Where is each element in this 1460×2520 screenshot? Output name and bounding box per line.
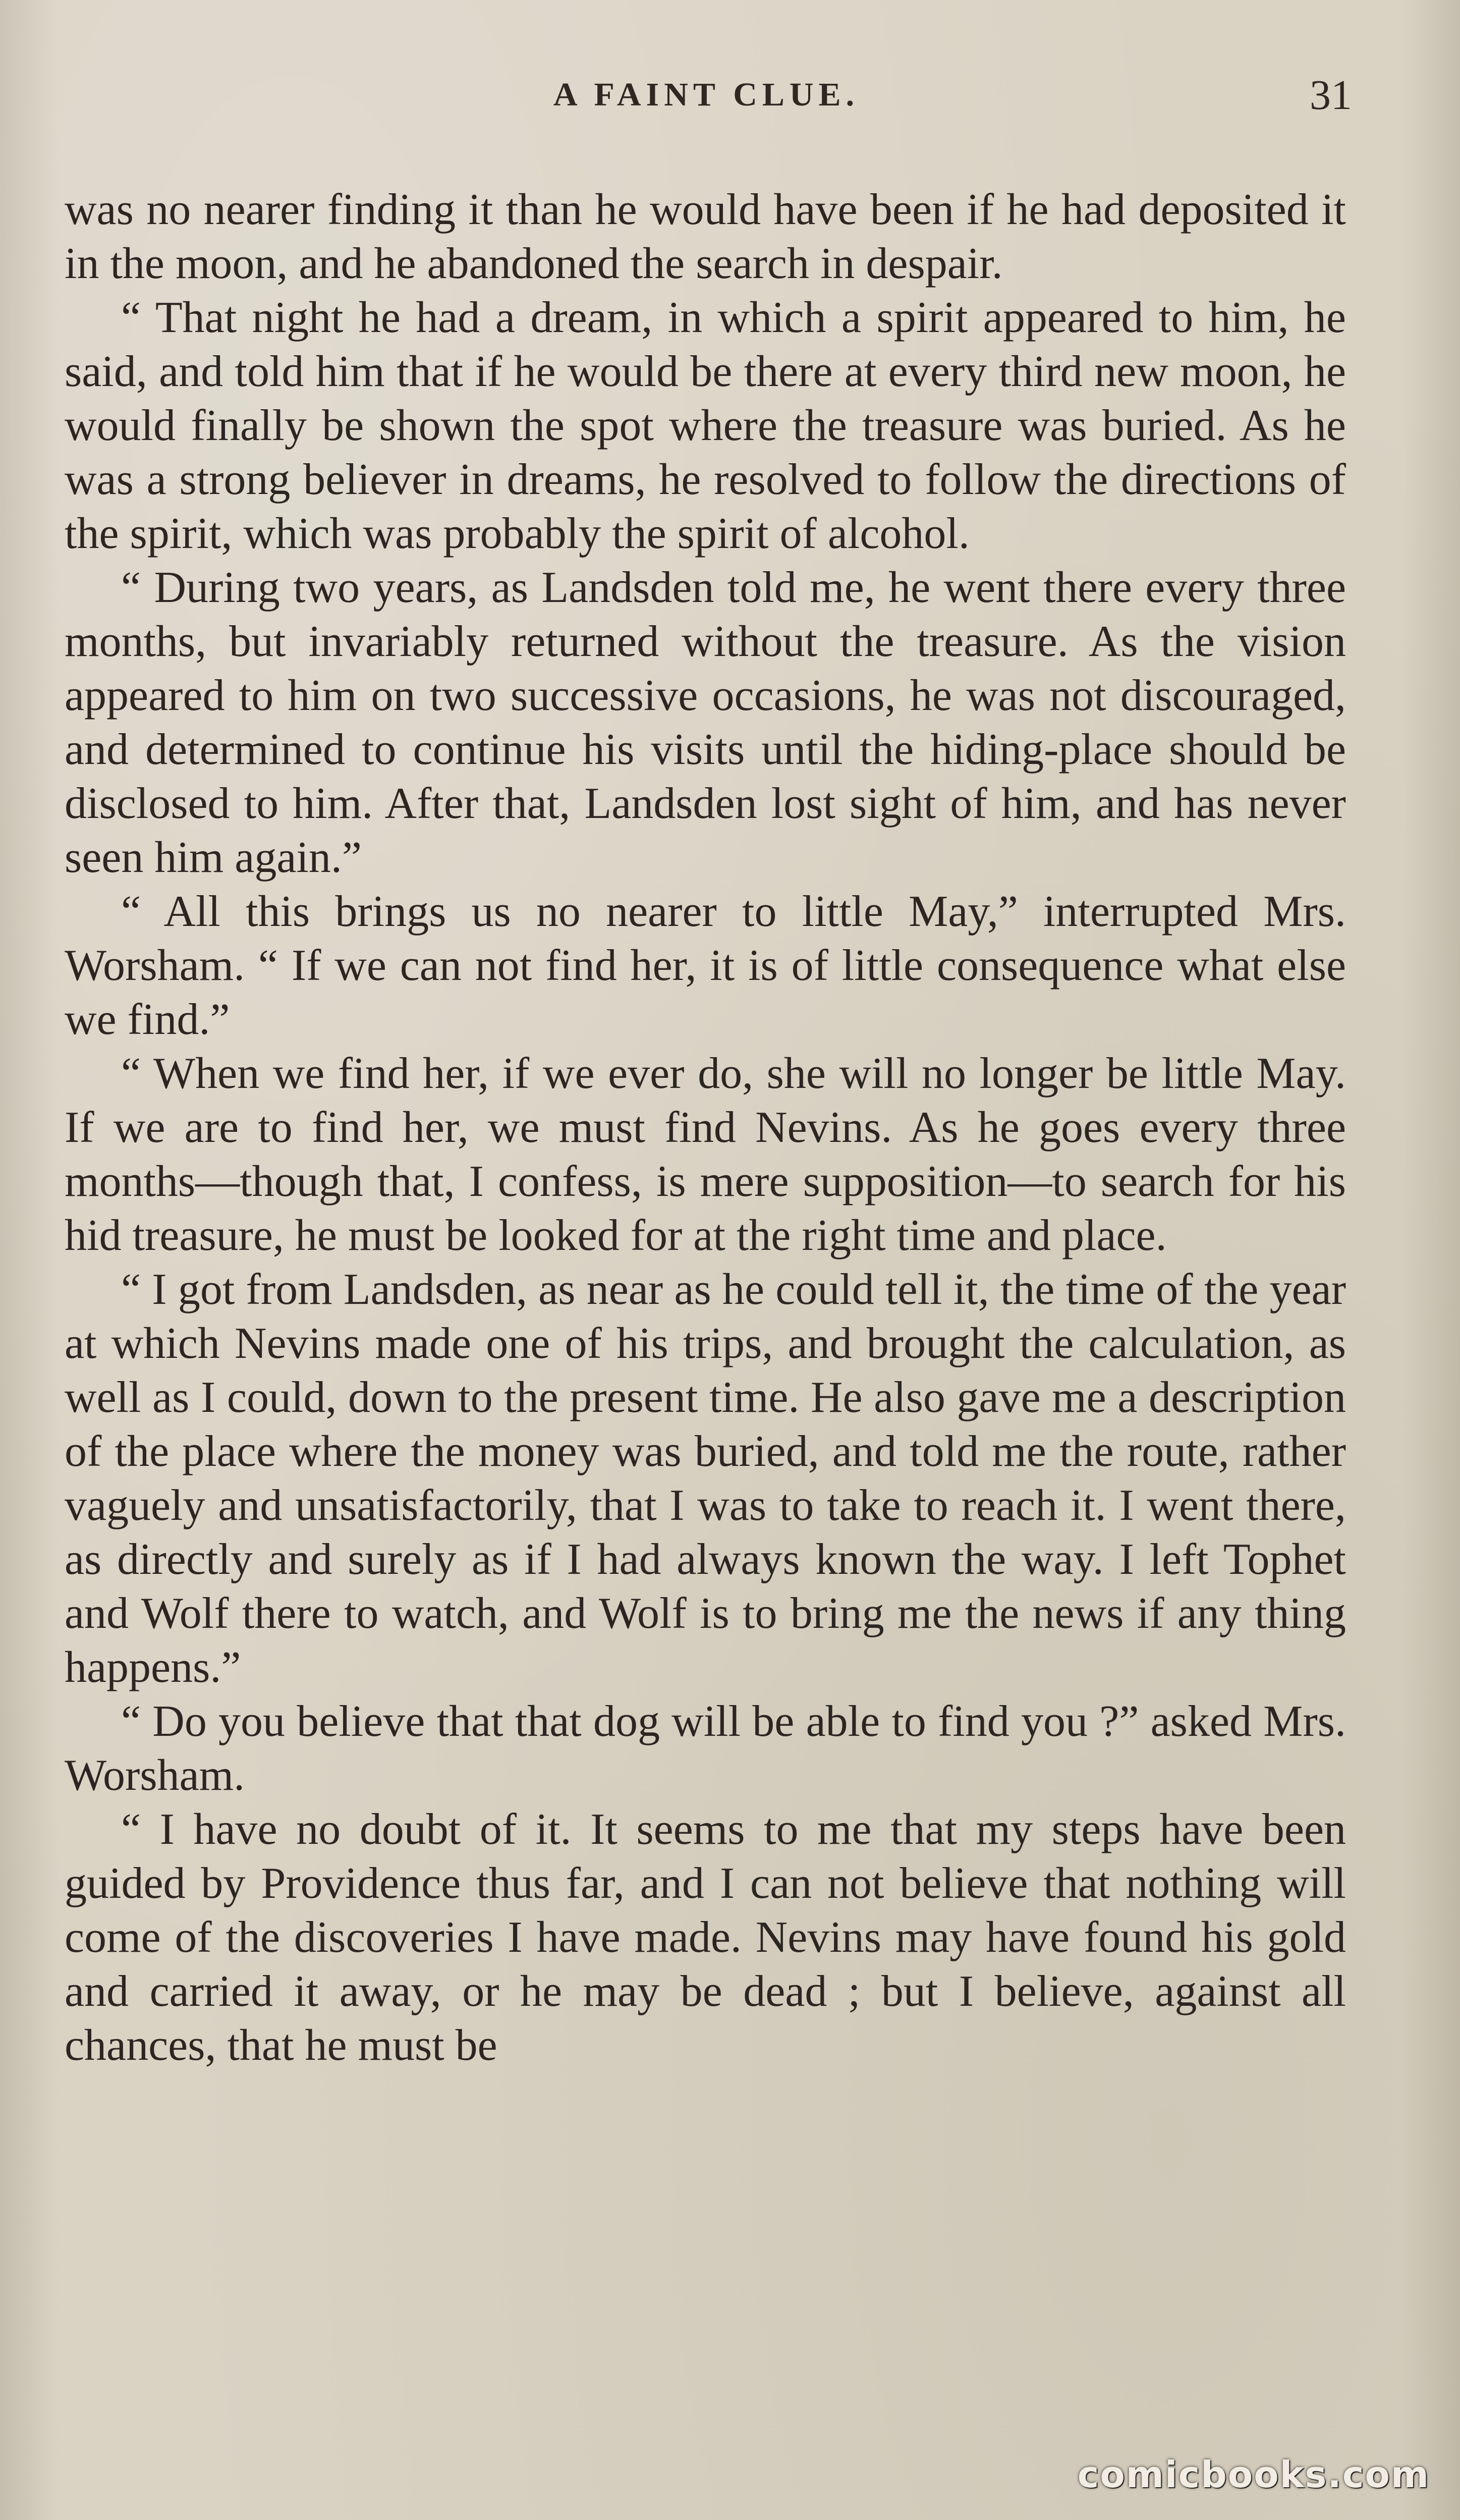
paragraph-7: “ Do you believe that that dog will be able to find you ?” asked Mrs. Worsham.: [65, 1697, 1346, 1800]
paragraph-6: “ I got from Landsden, as near as he could tell it, the time of the year at which Nevins made one of his trips, and brought the calculation, as well as I could, down to the present time. He also gave me a description of the place where the money was buried, and told me the route, rather vaguely and unsatisfactorily, that I was to take to reach it. I went there, as directly and surely as if I had always known the way. I left Tophet and Wolf there to watch, and Wolf is to bring me the news if any thing happens.”: [65, 1265, 1346, 1692]
paragraph-4: “ All this brings us no nearer to little May,” interrupted Mrs. Worsham. “ If we can not find her, it is of little consequence what else we find.”: [65, 887, 1346, 1044]
watermark-text: comicbooks.com: [1077, 2453, 1430, 2496]
paragraph-1: was no nearer finding it than he would have been if he had deposited it in the moon, and he abandoned the search in despair.: [65, 185, 1346, 288]
page-number: 31: [1310, 72, 1352, 119]
paragraph-8: “ I have no doubt of it. It seems to me that my steps have been guided by Providence thus far, and I can not believe that nothing will come of the discoveries I have made. Nevins may have found his gold and carried it away, or he may be dead ; but I believe, against all chances, that he must be: [65, 1805, 1346, 2070]
paragraph-3: “ During two years, as Landsden told me, he went there every three months, but invariably returned without the treasure. As the vision appeared to him on two successive occasions, he was not discouraged, and determined to continue his visits until the hiding-place should be disclosed to him. After that, Landsden lost sight of him, and has never seen him again.”: [65, 563, 1346, 882]
paragraph-2: “ That night he had a dream, in which a spirit appeared to him, he said, and told him that if he would be there at every third new moon, he would finally be shown the spot where the treasure was buried. As he was a strong believer in dreams, he resolved to follow the directions of the spirit, which was probably the spirit of alcohol.: [65, 293, 1346, 558]
paragraph-5: “ When we find her, if we ever do, she will no longer be little May. If we are to find her, we must find Nevins. As he goes every three months—though that, I confess, is mere supposition—to search for his hid treasure, he must be looked for at the right time and place.: [65, 1049, 1346, 1260]
running-head: [61, 72, 1352, 136]
body-text: [65, 183, 1346, 2072]
running-title: A FAINT CLUE.: [553, 76, 860, 113]
